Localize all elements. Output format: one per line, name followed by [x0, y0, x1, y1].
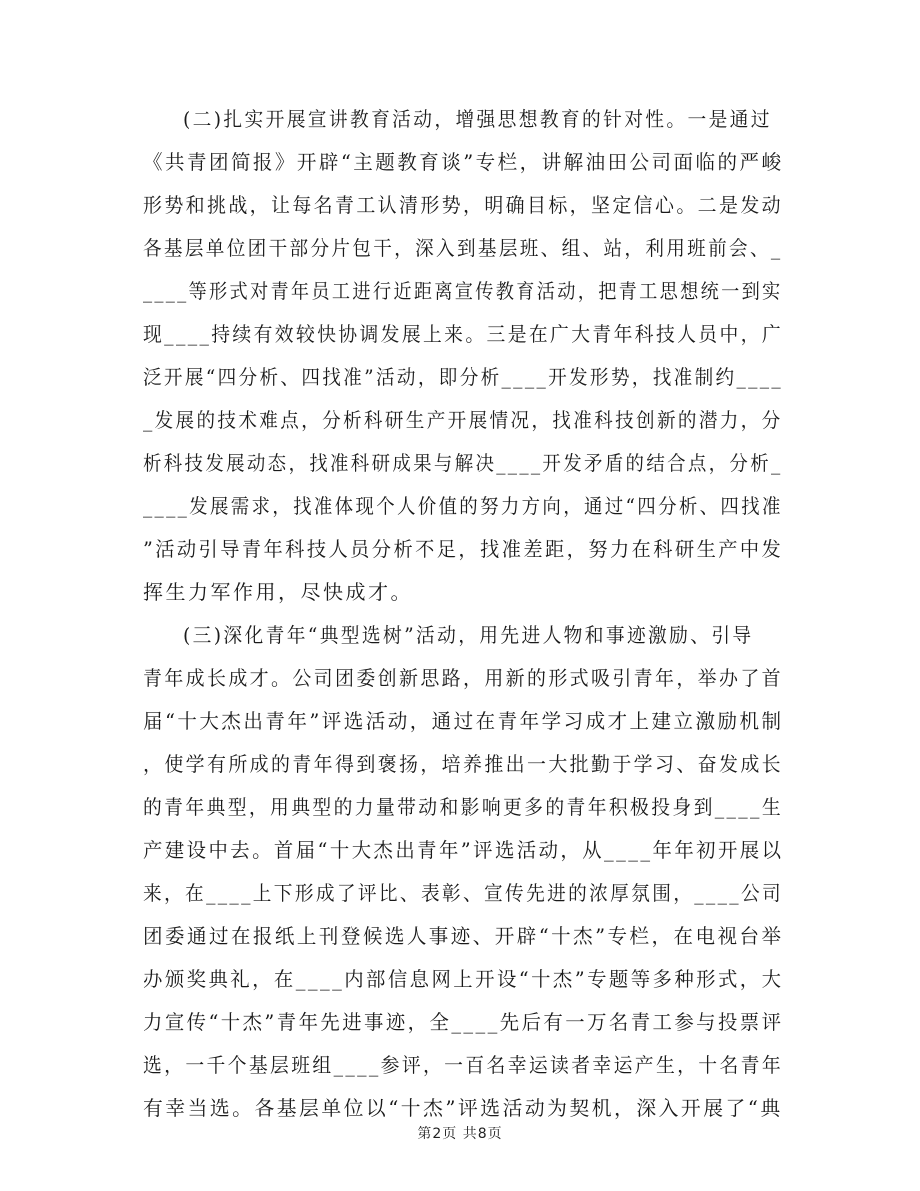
text-line: 形势和挑战，让每名青工认清形势，明确目标，坚定信心。二是发动 — [143, 193, 783, 217]
text-line: ____发展需求，找准体现个人价值的努力方向，通过“四分析、四找准 — [143, 494, 783, 518]
text-line: 的青年典型，用典型的力量带动和影响更多的青年积极投身到____生 — [143, 795, 783, 819]
text-line: 来，在____上下形成了评比、表彰、宣传先进的浓厚氛围，____公司 — [143, 881, 783, 905]
text-line: ____等形式对青年员工进行近距离宣传教育活动，把青工思想统一到实 — [143, 279, 783, 303]
text-line: 《共青团简报》开辟“主题教育谈”专栏，讲解油田公司面临的严峻 — [143, 150, 784, 174]
text-line: (三)深化青年“典型选树”活动，用先进人物和事迹激励、引导 — [183, 623, 754, 647]
text-line: 析科技发展动态，找准科研成果与解决____开发矛盾的结合点，分析_ — [143, 451, 783, 475]
text-line: _发展的技术难点，分析科研生产开展情况，找准科技创新的潜力，分 — [143, 408, 783, 432]
text-line: 办颁奖典礼，在____内部信息网上开设“十杰”专题等多种形式，大 — [143, 967, 784, 991]
text-line: 届“十大杰出青年”评选活动，通过在青年学习成才上建立激励机制 — [143, 709, 784, 733]
text-line: (二)扎实开展宣讲教育活动，增强思想教育的针对性。一是通过 — [183, 107, 772, 131]
text-line: 泛开展“四分析、四找准”活动，即分析____开发形势，找准制约____ — [143, 365, 783, 389]
text-line: 产建设中去。首届“十大杰出青年”评选活动，从____年年初开展以 — [143, 838, 784, 862]
text-line: 各基层单位团干部分片包干，深入到基层班、组、站，利用班前会、_ — [143, 236, 783, 260]
page-number: 第2页 共8页 — [417, 1126, 503, 1142]
text-line: ，使学有所成的青年得到褒扬，培养推出一大批勤于学习、奋发成长 — [143, 752, 783, 776]
text-line: 青年成长成才。公司团委创新思路，用新的形式吸引青年，举办了首 — [143, 666, 783, 690]
text-line: ”活动引导青年科技人员分析不足，找准差距，努力在科研生产中发 — [143, 537, 784, 561]
text-line: 力宣传“十杰”青年先进事迹，全____先后有一万名青工参与投票评 — [143, 1010, 784, 1034]
text-line: 选，一千个基层班组____参评，一百名幸运读者幸运产生，十名青年 — [143, 1053, 783, 1077]
text-line: 挥生力军作用，尽快成才。 — [143, 580, 413, 604]
text-line: 团委通过在报纸上刊登候选人事迹、开辟“十杰”专栏，在电视台举 — [143, 924, 784, 948]
text-line: 有幸当选。各基层单位以“十杰”评选活动为契机，深入开展了“典 — [143, 1096, 783, 1120]
text-line: 现____持续有效较快协调发展上来。三是在广大青年科技人员中，广 — [143, 322, 783, 346]
